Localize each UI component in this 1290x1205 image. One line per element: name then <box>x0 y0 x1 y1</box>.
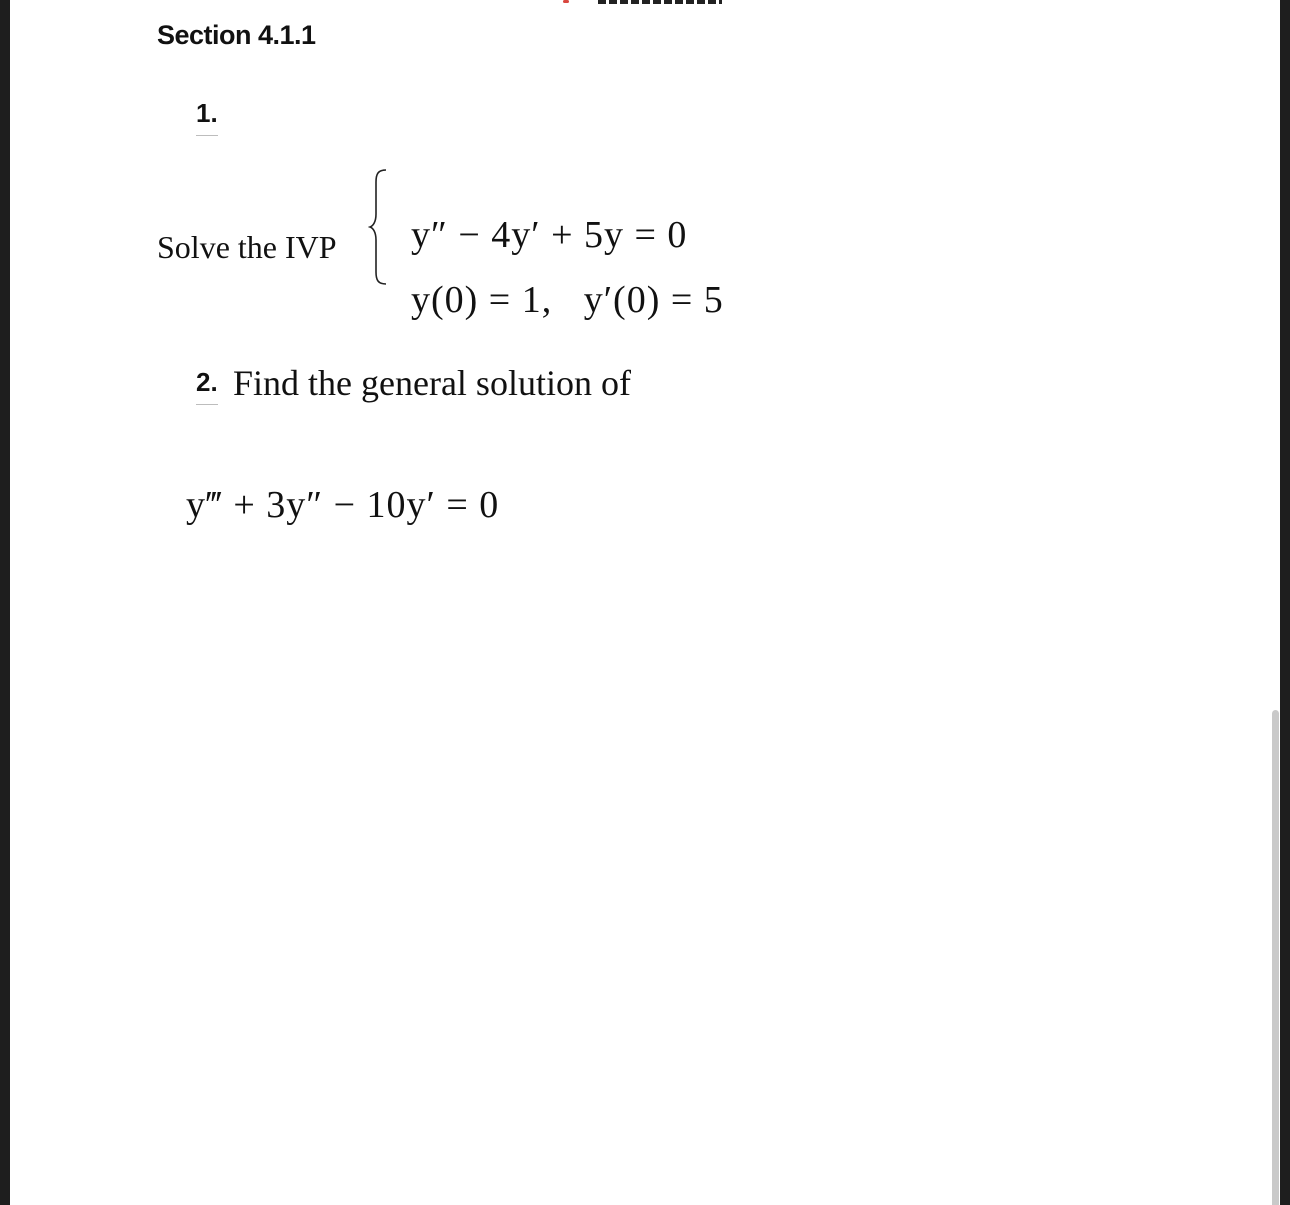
problem-2-ode <box>165 439 499 527</box>
problem-2-prompt: Find the general solution of <box>233 363 631 403</box>
problem-1-prompt: Solve the IVP <box>157 229 337 265</box>
section-title: Section 4.1.1 <box>157 20 316 50</box>
problem-2-ode-text: y‴ + 3y″ − 10y′ = 0 <box>186 484 500 526</box>
problem-1-number: 1. <box>196 98 218 128</box>
problem-1-initial-conditions <box>390 234 724 322</box>
cropped-header-text <box>598 0 722 4</box>
problem-1-initial-conditions-text: y(0) = 1, y′(0) = 5 <box>411 279 724 321</box>
problem-1-ode-text: y″ − 4y′ + 5y = 0 <box>411 214 688 256</box>
cropped-toolbar-mark <box>563 0 569 3</box>
left-brace <box>368 166 390 288</box>
problem-2-number: 2. <box>196 367 218 397</box>
scrollbar-thumb[interactable] <box>1272 710 1279 1205</box>
